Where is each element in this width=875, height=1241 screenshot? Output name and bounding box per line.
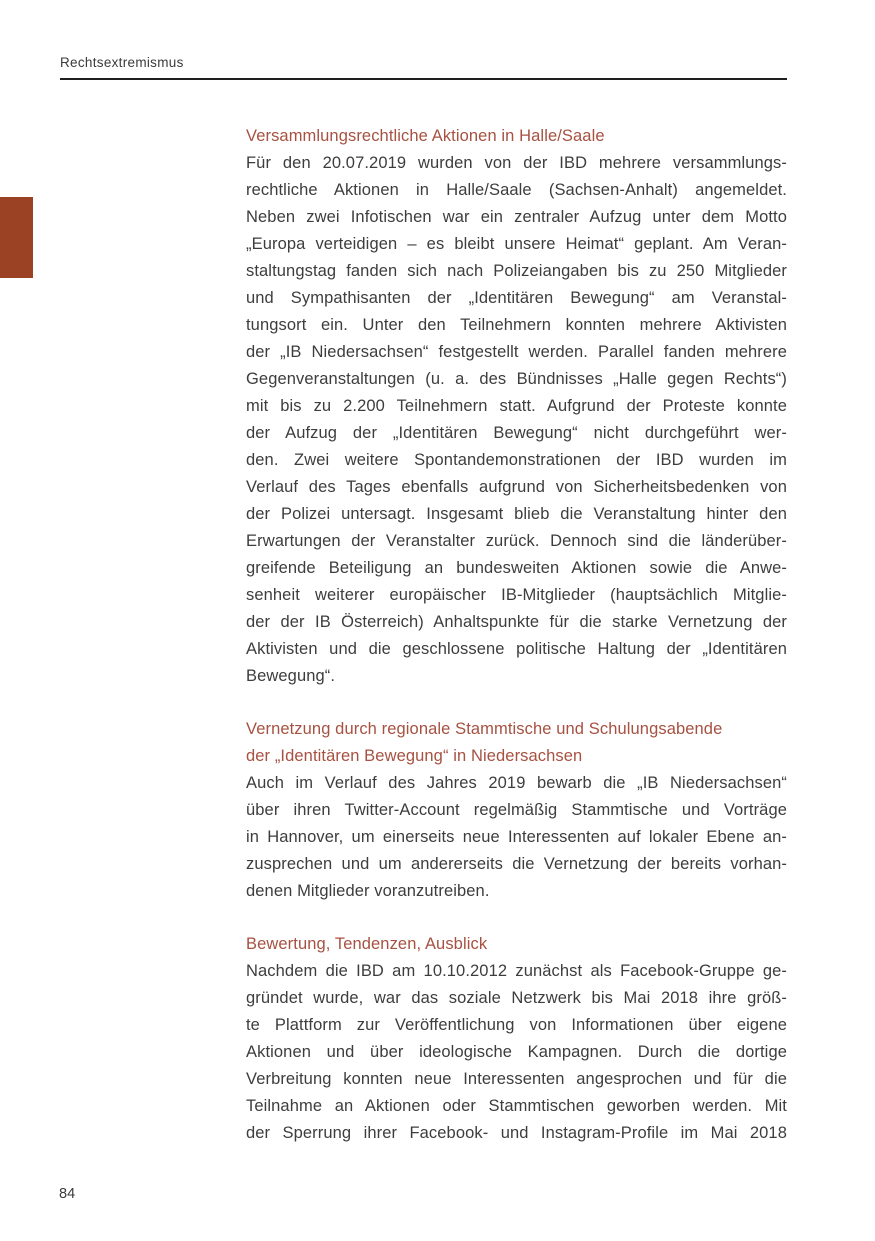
text-line: der der IB Österreich) Anhaltspunkte für die starke Vernetzung der: [246, 613, 787, 631]
header-rule: [60, 78, 787, 80]
text-line: Nachdem die IBD am 10.10.2012 zunächst als Facebook-Gruppe ge-: [246, 962, 787, 980]
text-line: senheit weiterer europäischer IB-Mitglieder (hauptsächlich Mitglie-: [246, 586, 787, 604]
body-paragraph: [246, 770, 787, 905]
text-line: te Plattform zur Veröffentlichung von Informationen über eigene: [246, 1016, 787, 1034]
text-line: Aktivisten und die geschlossene politische Haltung der „Identitären: [246, 640, 787, 658]
text-line: Verbreitung konnten neue Interessenten angesprochen und für die: [246, 1070, 787, 1088]
text-line: staltungstag fanden sich nach Polizeiangaben bis zu 250 Mitglieder: [246, 262, 787, 280]
text-line: Für den 20.07.2019 wurden von der IBD mehrere versammlungs-: [246, 154, 787, 172]
heading-line: der „Identitären Bewegung“ in Niedersachsen: [246, 747, 583, 765]
body-paragraph: [246, 150, 787, 690]
chapter-accent-bar: [0, 197, 33, 278]
text-line: der Sperrung ihrer Facebook- und Instagram-Profile im Mai 2018: [246, 1124, 787, 1142]
text-line: Aktionen und über ideologische Kampagnen. Durch die dortige: [246, 1043, 787, 1061]
heading-line: Vernetzung durch regionale Stammtische und Schulungsabende: [246, 720, 723, 738]
text-line: Teilnahme an Aktionen oder Stammtischen geworben werden. Mit: [246, 1097, 787, 1115]
text-line: in Hannover, um einerseits neue Interessenten auf lokaler Ebene an-: [246, 828, 787, 846]
text-line: über ihren Twitter-Account regelmäßig Stammtische und Vorträge: [246, 801, 787, 819]
section-heading: [246, 931, 787, 958]
text-line: mit bis zu 2.200 Teilnehmern statt. Aufgrund der Proteste konnte: [246, 397, 787, 415]
text-line: greifende Beteiligung an bundesweiten Aktionen sowie die Anwe-: [246, 559, 787, 577]
page-content: [246, 123, 787, 1147]
text-line: Erwartungen der Veranstalter zurück. Dennoch sind die länderüber-: [246, 532, 787, 550]
text-line: der Polizei untersagt. Insgesamt blieb die Veranstaltung hinter den: [246, 505, 787, 523]
text-line: der Aufzug der „Identitären Bewegung“ nicht durchgeführt wer-: [246, 424, 787, 442]
text-line: zusprechen und um andererseits die Vernetzung der bereits vorhan-: [246, 855, 787, 873]
text-line: denen Mitglieder voranzutreiben.: [246, 882, 490, 900]
text-line: Verlauf des Tages ebenfalls aufgrund von Sicherheitsbedenken von: [246, 478, 787, 496]
section-heading: [246, 123, 787, 150]
body-paragraph: [246, 958, 787, 1147]
heading-line: Bewertung, Tendenzen, Ausblick: [246, 935, 488, 953]
text-line: Bewegung“.: [246, 667, 336, 685]
heading-line: Versammlungsrechtliche Aktionen in Halle/Saale: [246, 127, 605, 145]
section-heading: [246, 716, 787, 770]
running-header: Rechtsextremismus: [60, 55, 184, 70]
text-line: tungsort ein. Unter den Teilnehmern konnten mehrere Aktivisten: [246, 316, 787, 334]
page-number: 84: [59, 1186, 76, 1202]
text-line: und Sympathisanten der „Identitären Bewegung“ am Veranstal-: [246, 289, 787, 307]
text-line: Neben zwei Infotischen war ein zentraler Aufzug unter dem Motto: [246, 208, 787, 226]
text-line: der „IB Niedersachsen“ festgestellt werden. Parallel fanden mehrere: [246, 343, 787, 361]
text-line: „Europa verteidigen – es bleibt unsere Heimat“ geplant. Am Veran-: [246, 235, 787, 253]
text-line: rechtliche Aktionen in Halle/Saale (Sachsen-Anhalt) angemeldet.: [246, 181, 787, 199]
text-line: gründet wurde, war das soziale Netzwerk bis Mai 2018 ihre größ-: [246, 989, 787, 1007]
text-line: Auch im Verlauf des Jahres 2019 bewarb die „IB Niedersachsen“: [246, 774, 787, 792]
text-line: den. Zwei weitere Spontandemonstrationen der IBD wurden im: [246, 451, 787, 469]
text-line: Gegenveranstaltungen (u. a. des Bündnisses „Halle gegen Rechts“): [246, 370, 787, 388]
